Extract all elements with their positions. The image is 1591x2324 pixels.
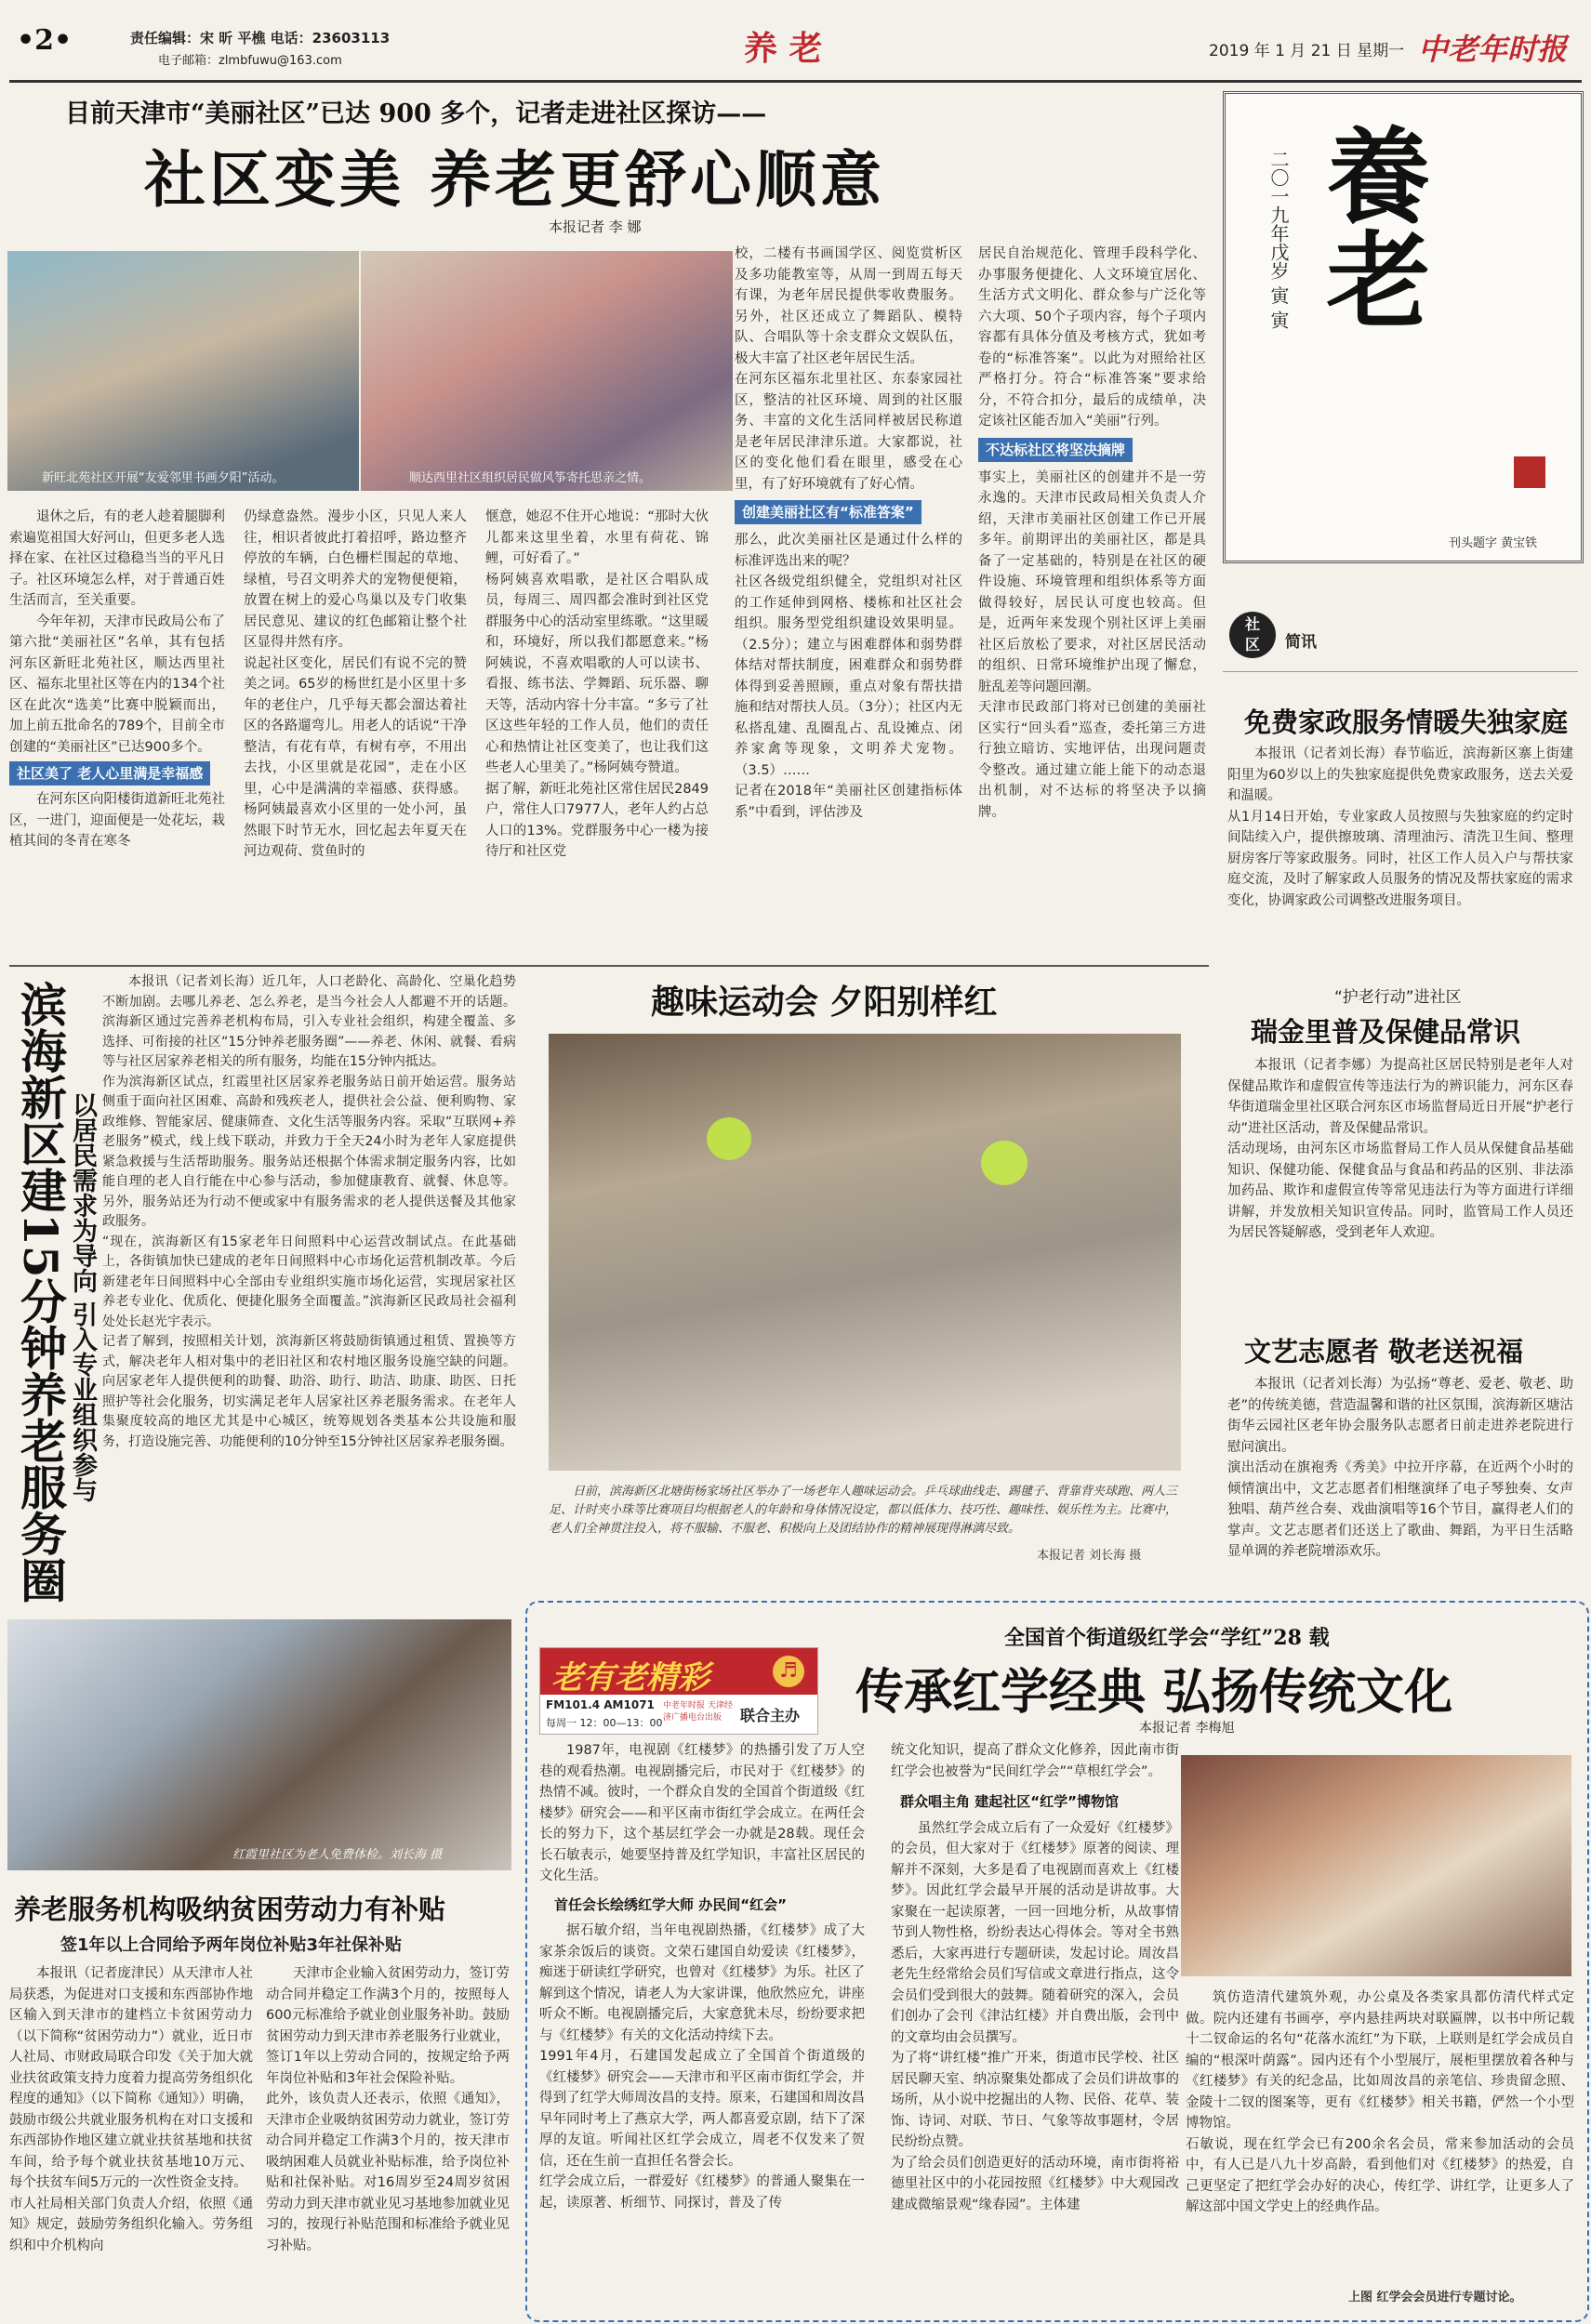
lead-kicker: 目前天津市“美丽社区”已达 900 多个，记者走进社区探访—— [65,99,767,128]
brief-kicker-2: “护老行动”进社区 [1334,988,1462,1007]
divider-lead-bottom [9,965,1209,967]
seal-stamp [1514,456,1545,488]
lead-col5 [978,244,1206,927]
lead-paragraph: 今年年初，天津市民政局公布了第六批“美丽社区”名单，其有包括河东区新旺北苑社区，顺达西里社区、福东北里社区等在内的134个社区在此次“选美”比赛中脱颖而出，加上前五批命名的789个，目前全市创建的“美丽社区”已达900多个。 [9,614,225,755]
redology-paragraph: 虽然红学会成立后有了一众爱好《红楼梦》的会员，但大家对于《红楼梦》原著的阅读、理解并不深刻，大多是看了电视剧而喜欢上《红楼梦》。因此红学会最早开展的活动是讲故事。大家聚在一起读原著，一回一回地分析，从故事情节到人物性格，纷纷表达心得体会。等对全书熟悉后，大家再进行专题研读，发起讨论。周汝昌老先生经常给会员们写信或文章进行指点，这令会员们受到很大的鼓舞。随着研究的深入，会员们创办了会刊《津沽红楼》并自费出版，会刊中的文章均由会员撰写。 为了将“讲红楼”推广开来，街道市民学校、社区居民聊天室、纳凉聚集处都成了会员们讲故事的场所，从小说中挖掘出的人物、民俗、花草、装饰、诗词、对联、节日、气象等故事题材，令居民纷纷点赞。 为了给会员们创造更好的活动环境，南市街将裕德里社区中的小花园按照《红楼梦》中大观园改建成微缩景观“缘春园”。主体建 [891,1820,1179,2212]
masthead-rule [9,80,1582,83]
sports-title: 趣味运动会 夕阳别样红 [651,983,998,1022]
calligraphy-characters: 養老 [1309,122,1431,330]
redology-col1 [539,1740,865,2315]
brief-rule [1223,671,1578,672]
lead-photo-right [361,251,733,491]
labor-col2: 天津市企业输入贫困劳动力，签订劳动合同并稳定工作满3个月的，按照每人600元标准给予就业创业服务补助。鼓励贫困劳动力到天津市养老服务行业就业，签订1年以上劳动合同的，按规定给予两年岗位补贴和3年社会保险补贴。 此外，该负责人还表示，依照《通知》，天津市企业吸纳贫困劳动力就业，签订劳动合同并稳定工作满3个月的，按天津市吸纳困难人员就业补贴标准，给予岗位补贴和社保补贴。对16周岁至24周岁贫困劳动力到天津市就业见习基地参加就业见习的，按现行补贴范围和标准给予就业见习补贴。 [266,1966,510,2253]
lead-paragraph: 事实上，美丽社区的创建并不是一劳永逸的。天津市民政局相关负责人介绍，天津市美丽社区创建工作已开展多年。前期评出的美丽社区，都是具备了一定基础的，特别是在社区的硬件设施、环境管理和组织体系等方面做得较好，居民认可度也较高。但是，近两年来发现个别社区评上美丽社区后放松了要求，对社区居民活动的组织、日常环境维护出现了懈怠，脏乱差等问题回潮。 天津市民政部门将对已创建的美丽社区实行“回头看”巡查，委托第三方进行独立暗访、实地评估，出现问题责令整改。通过建立能上能下的动态退出机制，对不达标的将坚决予以摘牌。 [978,469,1206,820]
brief-title-1: 免费家政服务情暖失独家庭 [1244,706,1569,738]
redology-paragraph: 据石敏介绍，当年电视剧热播，《红楼梦》成了大家茶余饭后的谈资。文荣石建国自幼爱读《红楼梦》，痴迷于研读红学研究，也曾对《红楼梦》为乐。社区了解到这个情况，请老人为大家讲课，他欣然应允，讲座听众不断。电视剧播完后，大家意犹未尽，纷纷要求把与《红楼梦》有关的文化活动持续下去。 1991年4月，石建国发起成立了全国首个街道级的《红楼梦》研究会——天津市和平区南市街红学会，并得到了红学大师周汝昌的支持。原来，石建国和周汝昌早年同时考上了燕京大学，两人都喜爱京剧，结下了深厚的友谊。听闻社区红学会成立，周老不仅发来了贺信，还在生前一直担任名誉会长。 红学会成立后，一群爱好《红楼梦》的普通人聚集在一起，读原著、析细节、同探讨，普及了传 [539,1923,865,2211]
brief-badge-text: 社区 [1244,615,1260,654]
redology-byline: 本报记者 李梅旭 [1139,1721,1235,1736]
radio-schedule: 每周一 12：00—13：00 [546,1717,663,1729]
lead-caption-left: 新旺北苑社区开展“友爱邻里书画夕阳”活动。 [42,471,285,485]
lead-caption-right: 顺达西里社区组织居民做风筝寄托思亲之情。 [409,471,652,485]
editor-email: 电子邮箱：zlmbfuwu@163.com [158,54,342,68]
masthead [0,0,1591,82]
binhai-body: 本报讯（记者刘长海）近几年，人口老龄化、高龄化、空巢化趋势不断加剧。去哪儿养老、怎么养老，是当今社会人人都避不开的话题。滨海新区通过完善养老机构布局，引入专业社会组织，构建全覆盖、多选择、可衔接的社区“15分钟养老服务圈”——养老、休闲、就餐、看病等与社区居家养老相关的所有服务，均能在15分钟内抵达。 作为滨海新区试点，红霞里社区居家养老服务站日前开始运营。服务站侧重于面向社区困难、高龄和残疾老人，提供社会公益、便利购物、家政维修、智能家居、健康筛查、文化生活等服务内容。采取“互联网+养老服务”模式，线上线下联动，并致力于全天24小时为老年人家庭提供紧急救援与生活帮助服务。服务站还根据个体需求制定服务内容，比如能自理的老人自行能在中心参与活动，参加健康教育、就餐、休息等。另外，服务站还为行动不便或家中有服务需求的老人提供送餐及其他家政服务。 “现在，滨海新区有15家老年日间照料中心运营改制试点。在此基础上，各街镇加快已建成的老年日间照料中心市场化运营机制改革。今后新建老年日间照料中心全部由专业组织实施市场化运营，实现居家社区养老专业化、优质化、便捷化服务全面覆盖。”滨海新区民政局社会福利处处长赵光宇表示。 记者了解到，按照相关计划，滨海新区将鼓励街镇通过租赁、置换等方式，解决老年人相对集中的老旧社区和农村地区服务设施空缺的问题。向居家老年人提供便利的助餐、助浴、助行、助洁、助康、助医、日托照护等社会化服务，切实满足老年人居家社区养老服务需求。在老年人集聚度较高的地区尤其是中心城区，统筹规划各类基本公共设施和服务，打造设施完善、功能便利的10分钟至15分钟社区居家养老服务圈。 [102,974,516,1449]
binhai-subtitle: 以居民需求为导向 引入专业组织参与 [68,1092,97,1503]
labor-subtitle: 签1年以上合同给予两年岗位补贴3年社保补贴 [60,1935,403,1955]
lead-paragraph: 那么，此次美丽社区是通过什么样的标准评选出来的呢？ 社区各级党组织健全，党组织对社区的工作延伸到网格、楼栋和社区社会组织。服务型党组织建设效果明显。（2.5分）；建立与困难群体和弱势群体结对帮扶制度，困难群众和弱势群体得到妥善照顾，重点对象有帮扶措施和结对帮扶人员。（3分）；社区内无私搭乱建、乱圈乱占、乱设摊点、闭养家禽等现象，文明养犬宠物。（3.5）…… 记者在2018年“美丽社区创建指标体系”中看到，评估涉及 [735,533,962,820]
lead-title: 社区变美 养老更舒心顺意 [144,143,885,216]
balloon-shape [707,1117,751,1160]
redology-photo-caption: 上图 红学会会员进行专题讨论。 [1348,2291,1522,2304]
redology-photo [1181,1755,1571,1976]
radio-logo-text: 老有老精彩 [551,1659,709,1697]
issue-date: 2019 年 1 月 21 日 星期一 [1209,42,1405,60]
headphone-icon: ♬ [773,1656,804,1687]
calligraphy-inscription: 二〇一九年戊岁 寅 寅 [1267,150,1290,329]
brief-body-3: 本报讯（记者刘长海）为弘扬“尊老、爱老、敬老、助老”的传统美德，营造温馨和谐的社区氛围，滨海新区塘沽街华云园社区老年协会服务队志愿者日前走进养老院进行慰问演出。 演出活动在旗袍秀《秀美》中拉开序幕，在近两个小时的倾情演出中，文艺志愿者们相继演绎了电子琴独奏、女声独唱、葫芦丝合奏、戏曲演唱等16个节目，赢得老人们的掌声。文艺志愿者们还送上了歌曲、舞蹈，为平日生活略显单调的养老院增添欢乐。 [1227,1377,1573,1559]
radio-station: 中老年时报 天津经济广播电台出版 [663,1701,733,1723]
brief-label: 简讯 [1285,633,1317,652]
labor-col1: 本报讯（记者庞津民）从天津市人社局获悉，为促进对口支援和东西部协作地区输入到天津市的建档立卡贫困劳动力（以下简称“贫困劳动力”）就业，近日市人社局、市财政局联合印发《关于加大就业扶贫政策支持力度着力提高劳务组织化程度的通知》（以下简称《通知》）明确，鼓励市级公共就业服务机构在对口支援和东西部协作地区建立就业扶贫基地和扶贫车间，给予每个就业扶贫基地10万元、每个扶贫车间5万元的一次性资金支持。 市人社局相关部门负责人介绍，依照《通知》规定，鼓励劳务组织化输入。劳务组织和中介机构向 [9,1966,253,2253]
redology-subhead-2: 群众唱主角 建起社区“红学”博物馆 [900,1793,1119,1810]
labor-title: 养老服务机构吸纳贫困劳动力有补贴 [14,1894,446,1925]
redology-kicker: 全国首个街道级红学会“学红”28 载 [1004,1626,1330,1650]
sports-caption: 日前，滨海新区北塘街杨家场社区举办了一场老年人趣味运动会。乒乓球曲线走、踢毽子、背靠背夹球跑、两人三足、计时夹小珠等比赛项目均根据老人的年龄和身体情况设定，都以低体力、技巧性、趣味性、娱乐性为主。比赛中，老人们全神贯注投入，将不服输、不服老、积极向上及团结协作的精神展现得淋漓尽致。 [549,1485,1178,1536]
brief-body-2: 本报讯（记者李娜）为提高社区居民特别是老年人对保健品欺诈和虚假宣传等违法行为的辨识能力，河东区春华街道瑞金里社区联合河东区市场监督局近日开展“护老行动”进社区活动，普及保健品常识。 活动现场，由河东区市场监督局工作人员从保健食品基础知识、保健功能、保健食品与食品和药品的区别、非法添加药品、欺诈和虚假宣传等常见违法行为等方面进行详细讲解，并发放相关知识宣传品。同时，监管局工作人员还为居民答疑解惑，受到老年人欢迎。 [1227,1058,1573,1240]
radio-logo-box [539,1647,818,1735]
redology-paragraph: 统文化知识，提高了群众文化修养，因此南市街红学会也被誉为“民间红学会”“草根红学会”。 [891,1743,1179,1779]
redology-subhead-1: 首任会长绘绣红学大师 办民间“红会” [554,1895,787,1913]
calligraphy-box [1223,91,1584,563]
brief-title-2: 瑞金里普及保健品常识 [1251,1016,1521,1048]
lead-paragraph: 居民自治规范化、管理手段科学化、办事服务便捷化、人文环境宜居化、生活方式文明化、群众参与广泛化等六大项、50个子项内容，每个子项内容都有具体分值及考核方式，犹如考卷的“标准答案”。以此为对照给社区严格打分。符合“标准答案”要求给分，不符合扣分，最后的成绩单，决定该社区能否加入“美丽”行列。 [978,246,1206,429]
brief-title-3: 文艺志愿者 敬老送祝福 [1244,1336,1524,1367]
lead-paragraph: 在河东区向阳楼街道新旺北苑社区，一进门，迎面便是一处花坛，栽植其间的冬青在寒冬 [9,792,225,849]
editor-info: 责任编辑：宋 昕 平樵 电话：23603113 [130,30,391,46]
brief-body-1: 本报讯（记者刘长海）春节临近，滨海新区寨上街建阳里为60岁以上的失独家庭提供免费家政服务，送去关爱和温暖。 从1月14日开始，专业家政人员按照与失独家庭的约定时间陆续入户，提供擦玻璃、清理油污、清洗卫生间、整理厨房客厅等家政服务。同时，社区工作人员入户与帮扶家庭交流，及时了解家政人员服务的情况及帮扶家庭的需求变化，协调家政公司调整改进服务项目。 [1227,746,1573,908]
lead-col2: 仍绿意盎然。漫步小区，只见人来人往，相识者彼此打着招呼，路边整齐停放的车辆，白色栅栏围起的草地、绿植，号召文明养犬的宠物便便箱，放置在树上的爱心鸟巢以及专门收集居民意见、建议的红色邮箱让整个社区显得井然有序。 说起社区变化，居民们有说不完的赞美之词。65岁的杨世红是小区里十多年的老住户，几乎每天都会溜达着社区的各路遛弯儿。用老人的话说“干净整洁，有花有草，有树有亭，不用出去找，小区里就是花园”，走在小区里，心中是满满的幸福感、获得感。杨阿姨最喜欢小区里的一处小河，虽然眼下时节无水，回忆起去年夏天在河边观荷、赏鱼时的 [244,509,467,859]
binhai-title: 滨海新区建15分钟养老服务圈 [13,981,68,1604]
radio-joint: 联合主办 [740,1707,801,1724]
brief-badge [1229,612,1276,658]
lead-col4 [735,244,962,927]
radio-frequency: FM101.4 AM1071 [546,1698,655,1711]
redology-title: 传承红学经典 弘扬传统文化 [855,1664,1453,1721]
lead-subhead-1: 社区美了 老人心里满是幸福感 [9,761,210,786]
redology-col3: 筑仿造清代建筑外观，办公桌及各类家具都仿清代样式定做。院内还建有书画亭，亭内悬挂两块对联匾牌，以书中所记载十二钗命运的名句“花落水流红”为下联，上联则是红学会成员自编的“根深叶荫露”。园内还有个小型展厅，展柜里摆放着各种与《红楼梦》有关的纪念品，比如周汝昌的亲笔信、珍贵留念照、金陵十二钗的图案等，更有《红楼梦》相关书籍，俨然一个小型博物馆。 石敏说，现在红学会已有200余名会员，常来参加活动的会员中，有人已是八九十岁高龄，看到他们对《红楼梦》的热爱，自己更坚定了把红学会办好的决心，传红学、讲红学，让更多人了解这部中国文学史上的经典作品。 [1186,1990,1574,2214]
section-title: 养 老 [744,29,823,68]
lead-byline: 本报记者 李 娜 [549,218,642,235]
binhai-photo-caption: 红霞里社区为老人免费体检。刘长海 摄 [232,1848,443,1862]
balloon-shape [981,1141,1028,1185]
binhai-photo [7,1619,511,1870]
paper-logo: 中老年时报 [1418,32,1568,67]
lead-paragraph: 退休之后，有的老人趁着腿脚利索遍览祖国大好河山，但更多老人选择在家、在社区过稳稳当当的平凡日子。社区环境怎么样，对于普通百姓生活而言，至关重要。 [9,509,225,608]
sports-photo [549,1034,1181,1471]
lead-col3: 惬意，她忍不住开心地说：“那时大伙儿都来这里坐着，水里有荷花、锦鲤，可好看了。” 杨阿姨喜欢唱歌，是社区合唱队成员，每周三、周四都会准时到社区党群服务中心的活动室里练歌。“这里暖和，环境好，所以我们都愿意来。”杨阿姨说，不喜欢唱歌的人可以读书、看报、练书法、学舞蹈、玩乐器、聊天等，活动内容十分丰富。“多亏了社区这些年轻的工作人员，他们的责任心和热情让社区变美了，也让我们这些老人心里美了。”杨阿姨夸赞道。 据了解，新旺北苑社区常住居民2849户，常住人口7977人，老年人约占总人口的13%。党群服务中心一楼为接待厅和社区党 [485,509,709,859]
lead-paragraph: 校，二楼有书画国学区、阅览赏析区及多功能教室等，从周一到周五每天有课，为老年居民提供零收费服务。另外，社区还成立了舞蹈队、模特队、合唱队等十余支群众文娱队伍，极大丰富了社区老年居民生活。 在河东区福东北里社区、东泰家园社区，整洁的社区环境、周到的社区服务、丰富的文化生活同样被居民称道是老年居民津津乐道。大家都说，社区的变化他们看在眼里，感受在心里，有了好环境就有了好心情。 [735,246,962,492]
lead-col1 [9,507,225,925]
redology-paragraph: 1987年，电视剧《红楼梦》的热播引发了万人空巷的观看热潮。电视剧播完后，市民对于《红楼梦》的热情不减。彼时，一个群众自发的全国首个街道级《红楼梦》研究会——和平区南市街红学会成立。在两任会长的努力下，这个基层红学会一办就是28载。现任会长石敏表示，她要坚持普及红学知识，丰富社区居民的文化生活。 [539,1743,865,1883]
page-number: •2• [17,24,73,57]
redology-col2 [891,1740,1179,2315]
sports-credit: 本报记者 刘长海 摄 [1037,1549,1142,1563]
calligraphy-caption: 刊头题字 黄宝铁 [1449,536,1538,550]
lead-subhead-3: 不达标社区将坚决摘牌 [978,438,1133,462]
lead-photo-left [7,251,359,491]
lead-subhead-2: 创建美丽社区有“标准答案” [735,500,921,524]
